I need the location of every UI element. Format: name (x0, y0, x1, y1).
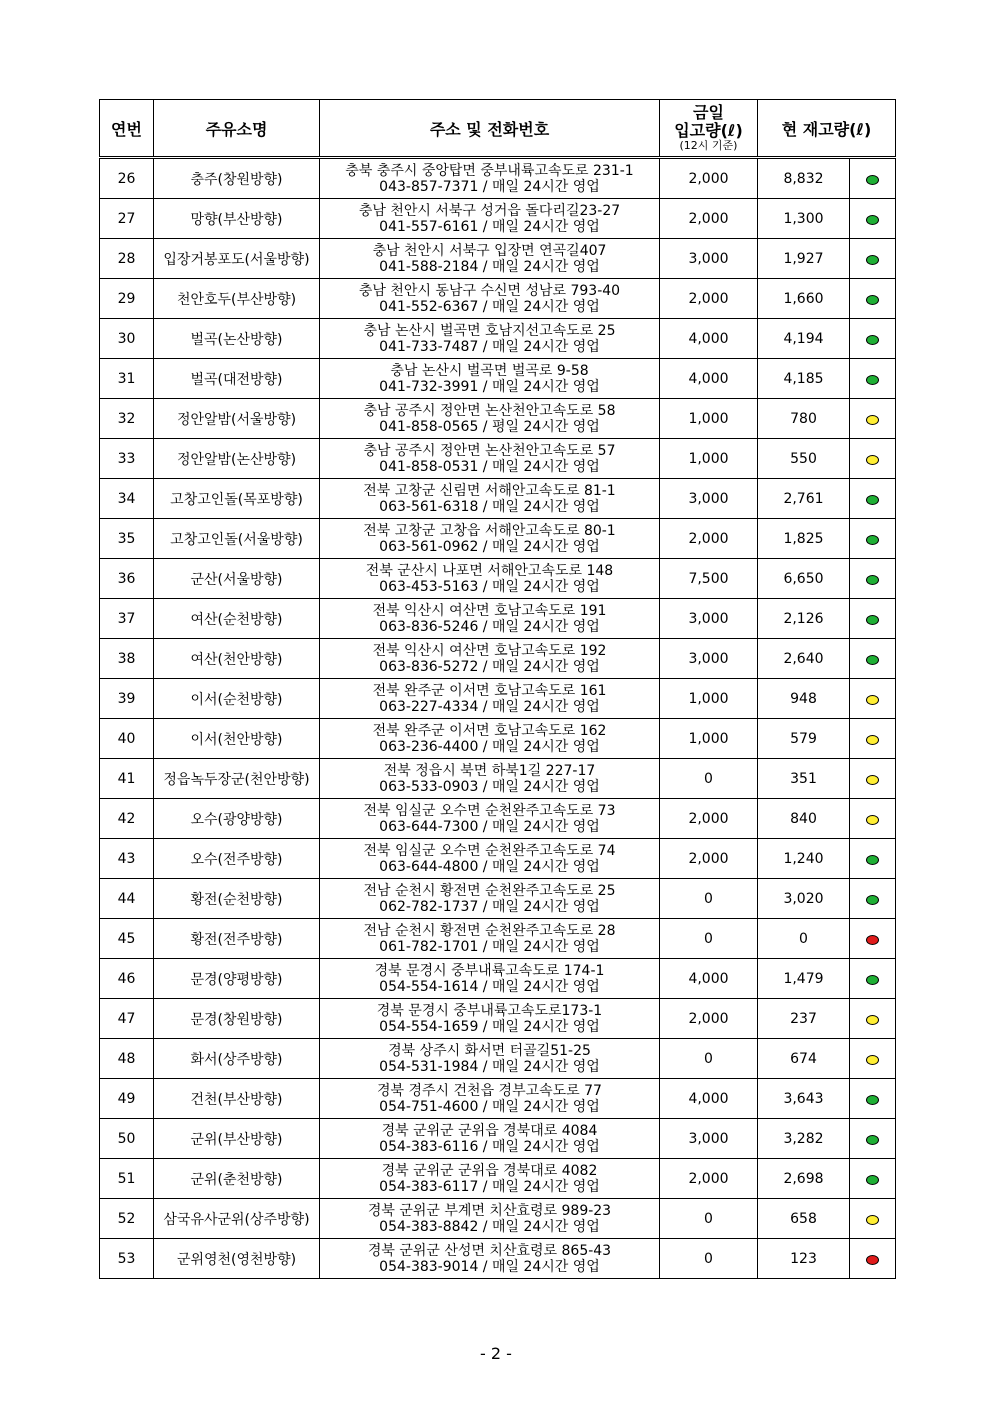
row-number: 51 (100, 1159, 154, 1199)
phone-hours: 054-383-8842 / 매일 24시간 영업 (379, 1218, 600, 1235)
row-number: 43 (100, 839, 154, 879)
address-cell (320, 1159, 660, 1199)
station-name: 문경(창원방향) (154, 999, 320, 1039)
status-dot-icon (866, 1135, 879, 1145)
station-name: 여산(순천방향) (154, 599, 320, 639)
status-dot-icon (866, 735, 879, 745)
address-cell (320, 999, 660, 1039)
stock-amount: 2,698 (758, 1159, 850, 1199)
stock-amount: 351 (758, 759, 850, 799)
row-number: 42 (100, 799, 154, 839)
address: 전북 임실군 오수면 순천완주고속도로 73 (363, 802, 616, 819)
address: 전남 순천시 황전면 순천완주고속도로 28 (363, 922, 616, 939)
address: 경북 군위군 산성면 치산효령로 865-43 (367, 1242, 612, 1259)
status-dot-icon (866, 935, 879, 945)
station-name: 군위(춘천방향) (154, 1159, 320, 1199)
table-row (100, 359, 896, 399)
stock-amount: 948 (758, 679, 850, 719)
status-light-cell (850, 439, 896, 479)
phone-hours: 054-554-1614 / 매일 24시간 영업 (379, 978, 600, 995)
row-number: 53 (100, 1239, 154, 1279)
status-dot-icon (866, 1095, 879, 1105)
row-number: 50 (100, 1119, 154, 1159)
phone-hours: 054-383-6117 / 매일 24시간 영업 (379, 1178, 600, 1195)
table-row (100, 519, 896, 559)
row-number: 38 (100, 639, 154, 679)
address: 경북 문경시 중부내륙고속도로 174-1 (374, 962, 605, 979)
status-dot-icon (866, 1255, 879, 1265)
stock-amount: 780 (758, 399, 850, 439)
address-cell (320, 279, 660, 319)
address-cell (320, 319, 660, 359)
incoming-amount: 3,000 (660, 599, 758, 639)
status-dot-icon (866, 335, 879, 345)
status-dot-icon (866, 495, 879, 505)
stock-amount: 1,825 (758, 519, 850, 559)
address: 충남 천안시 동남구 수신면 성남로 793-40 (358, 282, 621, 299)
address-cell (320, 839, 660, 879)
address-cell (320, 158, 660, 199)
row-number: 28 (100, 239, 154, 279)
stock-amount: 8,832 (758, 158, 850, 199)
station-name: 화서(상주방향) (154, 1039, 320, 1079)
incoming-amount: 2,000 (660, 999, 758, 1039)
incoming-amount: 0 (660, 879, 758, 919)
phone-hours: 063-236-4400 / 매일 24시간 영업 (379, 738, 600, 755)
status-dot-icon (866, 415, 879, 425)
table-row (100, 479, 896, 519)
table-row (100, 599, 896, 639)
phone-hours: 054-383-6116 / 매일 24시간 영업 (379, 1138, 600, 1155)
stock-amount: 674 (758, 1039, 850, 1079)
status-light-cell (850, 1239, 896, 1279)
phone-hours: 041-557-6161 / 매일 24시간 영업 (379, 218, 600, 235)
station-name: 건천(부산방향) (154, 1079, 320, 1119)
incoming-amount: 0 (660, 1039, 758, 1079)
incoming-amount: 3,000 (660, 479, 758, 519)
row-number: 40 (100, 719, 154, 759)
station-name: 이서(천안방향) (154, 719, 320, 759)
row-number: 48 (100, 1039, 154, 1079)
address: 전북 고창군 고창읍 서해안고속도로 80-1 (363, 522, 616, 539)
address-cell (320, 959, 660, 999)
status-dot-icon (866, 575, 879, 585)
phone-hours: 063-561-6318 / 매일 24시간 영업 (379, 498, 600, 515)
phone-hours: 054-554-1659 / 매일 24시간 영업 (379, 1018, 600, 1035)
stock-amount: 6,650 (758, 559, 850, 599)
row-number: 49 (100, 1079, 154, 1119)
address-cell (320, 359, 660, 399)
incoming-amount: 3,000 (660, 639, 758, 679)
address-cell (320, 799, 660, 839)
address-cell (320, 1239, 660, 1279)
status-light-cell (850, 479, 896, 519)
phone-hours: 063-644-7300 / 매일 24시간 영업 (379, 818, 600, 835)
stock-amount: 840 (758, 799, 850, 839)
status-light-cell (850, 639, 896, 679)
station-name: 오수(전주방향) (154, 839, 320, 879)
status-dot-icon (866, 1215, 879, 1225)
address-cell (320, 759, 660, 799)
address: 전북 익산시 여산면 호남고속도로 191 (372, 602, 607, 619)
status-dot-icon (866, 615, 879, 625)
address: 경북 군위군 군위읍 경북대로 4082 (381, 1162, 598, 1179)
incoming-amount: 1,000 (660, 439, 758, 479)
status-dot-icon (866, 975, 879, 985)
phone-hours: 063-227-4334 / 매일 24시간 영업 (379, 698, 600, 715)
station-name: 여산(천안방향) (154, 639, 320, 679)
stock-amount: 4,194 (758, 319, 850, 359)
table-row (100, 158, 896, 199)
status-dot-icon (866, 535, 879, 545)
status-light-cell (850, 279, 896, 319)
status-light-cell (850, 559, 896, 599)
address: 전북 익산시 여산면 호남고속도로 192 (372, 642, 607, 659)
address: 전북 고창군 신림면 서해안고속도로 81-1 (363, 482, 616, 499)
incoming-amount: 2,000 (660, 279, 758, 319)
phone-hours: 063-836-5272 / 매일 24시간 영업 (379, 658, 600, 675)
row-number: 35 (100, 519, 154, 559)
status-dot-icon (866, 1175, 879, 1185)
phone-hours: 063-561-0962 / 매일 24시간 영업 (379, 538, 600, 555)
station-name: 고창고인돌(서울방향) (154, 519, 320, 559)
address: 경북 경주시 건천읍 경부고속도로 77 (377, 1082, 602, 1099)
station-name: 군산(서울방향) (154, 559, 320, 599)
header-incoming (660, 100, 758, 158)
stock-amount: 3,020 (758, 879, 850, 919)
table-row (100, 999, 896, 1039)
stock-amount: 3,643 (758, 1079, 850, 1119)
incoming-amount: 2,000 (660, 519, 758, 559)
status-dot-icon (866, 815, 879, 825)
table-row (100, 1079, 896, 1119)
status-light-cell (850, 1159, 896, 1199)
address-cell (320, 1199, 660, 1239)
status-dot-icon (866, 895, 879, 905)
table-header (100, 100, 896, 158)
row-number: 37 (100, 599, 154, 639)
table-row (100, 559, 896, 599)
table-row (100, 399, 896, 439)
status-dot-icon (866, 455, 879, 465)
stock-amount: 2,126 (758, 599, 850, 639)
status-light-cell (850, 879, 896, 919)
status-light-cell (850, 359, 896, 399)
station-name: 군위영천(영천방향) (154, 1239, 320, 1279)
address-cell (320, 879, 660, 919)
address-cell (320, 719, 660, 759)
status-light-cell (850, 999, 896, 1039)
row-number: 27 (100, 199, 154, 239)
status-light-cell (850, 919, 896, 959)
address-cell (320, 519, 660, 559)
table-row (100, 279, 896, 319)
table-row (100, 959, 896, 999)
stock-amount: 1,479 (758, 959, 850, 999)
row-number: 32 (100, 399, 154, 439)
incoming-amount: 0 (660, 759, 758, 799)
address-cell (320, 559, 660, 599)
phone-hours: 043-857-7371 / 매일 24시간 영업 (379, 178, 600, 195)
status-light-cell (850, 239, 896, 279)
row-number: 39 (100, 679, 154, 719)
incoming-amount: 2,000 (660, 158, 758, 199)
phone-hours: 054-383-9014 / 매일 24시간 영업 (379, 1258, 600, 1275)
status-light-cell (850, 599, 896, 639)
station-name: 문경(양평방향) (154, 959, 320, 999)
row-number: 52 (100, 1199, 154, 1239)
station-name: 황전(전주방향) (154, 919, 320, 959)
table-row (100, 439, 896, 479)
status-light-cell (850, 799, 896, 839)
stock-amount: 0 (758, 919, 850, 959)
address-cell (320, 639, 660, 679)
station-name: 정안알밤(서울방향) (154, 399, 320, 439)
station-name: 충주(창원방향) (154, 158, 320, 199)
row-number: 44 (100, 879, 154, 919)
address: 충남 논산시 벌곡면 벌곡로 9-58 (390, 362, 589, 379)
incoming-amount: 0 (660, 919, 758, 959)
incoming-amount: 0 (660, 1239, 758, 1279)
table-row (100, 759, 896, 799)
table-row (100, 839, 896, 879)
table-body (100, 158, 896, 1279)
status-light-cell (850, 1039, 896, 1079)
status-dot-icon (866, 1055, 879, 1065)
phone-hours: 041-858-0531 / 매일 24시간 영업 (379, 458, 600, 475)
header-incoming-sub: (12시 기준) (679, 139, 738, 152)
row-number: 46 (100, 959, 154, 999)
status-light-cell (850, 679, 896, 719)
station-name: 오수(광양방향) (154, 799, 320, 839)
address: 충남 공주시 정안면 논산천안고속도로 58 (363, 402, 616, 419)
address-cell (320, 1039, 660, 1079)
incoming-amount: 1,000 (660, 399, 758, 439)
address: 충북 충주시 중앙탑면 중부내륙고속도로 231-1 (345, 162, 634, 179)
stock-amount: 1,240 (758, 839, 850, 879)
status-light-cell (850, 959, 896, 999)
address: 충남 천안시 서북구 입장면 연곡길407 (372, 242, 607, 259)
incoming-amount: 3,000 (660, 239, 758, 279)
table-row (100, 239, 896, 279)
address: 경북 문경시 중부내륙고속도로173-1 (376, 1002, 603, 1019)
page-number: - 2 - (480, 1344, 512, 1363)
incoming-amount: 4,000 (660, 1079, 758, 1119)
stock-amount: 1,660 (758, 279, 850, 319)
status-dot-icon (866, 1015, 879, 1025)
row-number: 26 (100, 158, 154, 199)
station-name: 고창고인돌(목포방향) (154, 479, 320, 519)
row-number: 47 (100, 999, 154, 1039)
station-name: 이서(순천방향) (154, 679, 320, 719)
row-number: 45 (100, 919, 154, 959)
address: 전북 완주군 이서면 호남고속도로 161 (372, 682, 607, 699)
row-number: 36 (100, 559, 154, 599)
table-row (100, 879, 896, 919)
stock-amount: 123 (758, 1239, 850, 1279)
stock-amount: 1,300 (758, 199, 850, 239)
stock-amount: 550 (758, 439, 850, 479)
status-dot-icon (866, 215, 879, 225)
incoming-amount: 0 (660, 1199, 758, 1239)
status-light-cell (850, 1119, 896, 1159)
station-name: 천안호두(부산방향) (154, 279, 320, 319)
phone-hours: 062-782-1737 / 매일 24시간 영업 (379, 898, 600, 915)
header-stock: 현 재고량(ℓ) (758, 100, 896, 158)
address: 충남 공주시 정안면 논산천안고속도로 57 (363, 442, 616, 459)
address: 경북 군위군 부계면 치산효령로 989-23 (367, 1202, 612, 1219)
address-cell (320, 919, 660, 959)
station-name: 삼국유사군위(상주방향) (154, 1199, 320, 1239)
stock-amount: 3,282 (758, 1119, 850, 1159)
incoming-amount: 1,000 (660, 719, 758, 759)
incoming-amount: 4,000 (660, 959, 758, 999)
status-dot-icon (866, 655, 879, 665)
address-cell (320, 679, 660, 719)
address-cell (320, 599, 660, 639)
status-light-cell (850, 759, 896, 799)
phone-hours: 041-733-7487 / 매일 24시간 영업 (379, 338, 600, 355)
incoming-amount: 7,500 (660, 559, 758, 599)
incoming-amount: 2,000 (660, 199, 758, 239)
station-name: 군위(부산방향) (154, 1119, 320, 1159)
table-row (100, 1159, 896, 1199)
status-light-cell (850, 199, 896, 239)
status-dot-icon (866, 855, 879, 865)
phone-hours: 063-453-5163 / 매일 24시간 영업 (379, 578, 600, 595)
row-number: 41 (100, 759, 154, 799)
stock-amount: 4,185 (758, 359, 850, 399)
stock-amount: 1,927 (758, 239, 850, 279)
status-dot-icon (866, 695, 879, 705)
table-row (100, 319, 896, 359)
stock-amount: 658 (758, 1199, 850, 1239)
status-light-cell (850, 158, 896, 199)
table-row (100, 1199, 896, 1239)
status-dot-icon (866, 375, 879, 385)
row-number: 34 (100, 479, 154, 519)
row-number: 31 (100, 359, 154, 399)
row-number: 33 (100, 439, 154, 479)
status-dot-icon (866, 255, 879, 265)
station-name: 망향(부산방향) (154, 199, 320, 239)
header-incoming-line2: 입고량(ℓ) (674, 121, 743, 140)
address-cell (320, 439, 660, 479)
address-cell (320, 239, 660, 279)
phone-hours: 054-531-1984 / 매일 24시간 영업 (379, 1058, 600, 1075)
incoming-amount: 2,000 (660, 1159, 758, 1199)
address: 전북 정읍시 북면 하북1길 227-17 (383, 762, 596, 779)
phone-hours: 063-644-4800 / 매일 24시간 영업 (379, 858, 600, 875)
table-row (100, 719, 896, 759)
header-name: 주유소명 (154, 100, 320, 158)
table-row (100, 199, 896, 239)
station-name: 벌곡(대전방향) (154, 359, 320, 399)
phone-hours: 063-836-5246 / 매일 24시간 영업 (379, 618, 600, 635)
gas-station-table (99, 99, 896, 1279)
table-row (100, 679, 896, 719)
status-light-cell (850, 1199, 896, 1239)
status-dot-icon (866, 175, 879, 185)
phone-hours: 041-858-0565 / 평일 24시간 영업 (379, 418, 600, 435)
status-light-cell (850, 719, 896, 759)
incoming-amount: 2,000 (660, 839, 758, 879)
address-cell (320, 1119, 660, 1159)
address: 전북 완주군 이서면 호남고속도로 162 (372, 722, 607, 739)
incoming-amount: 2,000 (660, 799, 758, 839)
address: 전남 순천시 황전면 순천완주고속도로 25 (363, 882, 616, 899)
status-light-cell (850, 1079, 896, 1119)
address-cell (320, 1079, 660, 1119)
phone-hours: 061-782-1701 / 매일 24시간 영업 (379, 938, 600, 955)
station-name: 정안알밤(논산방향) (154, 439, 320, 479)
row-number: 30 (100, 319, 154, 359)
phone-hours: 054-751-4600 / 매일 24시간 영업 (379, 1098, 600, 1115)
row-number: 29 (100, 279, 154, 319)
address: 전북 군산시 나포면 서해안고속도로 148 (365, 562, 614, 579)
address-cell (320, 479, 660, 519)
status-dot-icon (866, 295, 879, 305)
address-cell (320, 399, 660, 439)
incoming-amount: 4,000 (660, 319, 758, 359)
header-no: 연번 (100, 100, 154, 158)
phone-hours: 041-732-3991 / 매일 24시간 영업 (379, 378, 600, 395)
status-light-cell (850, 839, 896, 879)
status-light-cell (850, 319, 896, 359)
stock-amount: 2,761 (758, 479, 850, 519)
station-name: 정읍녹두장군(천안방향) (154, 759, 320, 799)
header-incoming-line1: 금일 (693, 103, 724, 122)
header-address: 주소 및 전화번호 (320, 100, 660, 158)
station-name: 벌곡(논산방향) (154, 319, 320, 359)
table-row (100, 1239, 896, 1279)
address-cell (320, 199, 660, 239)
station-name: 황전(순천방향) (154, 879, 320, 919)
stock-amount: 2,640 (758, 639, 850, 679)
status-dot-icon (866, 775, 879, 785)
address: 경북 상주시 화서면 터골길51-25 (388, 1042, 591, 1059)
table-row (100, 1119, 896, 1159)
table-row (100, 799, 896, 839)
address: 충남 논산시 벌곡면 호남지선고속도로 25 (363, 322, 616, 339)
phone-hours: 041-588-2184 / 매일 24시간 영업 (379, 258, 600, 275)
incoming-amount: 4,000 (660, 359, 758, 399)
table-row (100, 1039, 896, 1079)
table-row (100, 639, 896, 679)
status-light-cell (850, 399, 896, 439)
incoming-amount: 3,000 (660, 1119, 758, 1159)
table-row (100, 919, 896, 959)
stock-amount: 579 (758, 719, 850, 759)
address: 경북 군위군 군위읍 경북대로 4084 (381, 1122, 598, 1139)
incoming-amount: 1,000 (660, 679, 758, 719)
phone-hours: 041-552-6367 / 매일 24시간 영업 (379, 298, 600, 315)
stock-amount: 237 (758, 999, 850, 1039)
phone-hours: 063-533-0903 / 매일 24시간 영업 (379, 778, 600, 795)
address: 충남 천안시 서북구 성거읍 돌다리길23-27 (358, 202, 621, 219)
status-light-cell (850, 519, 896, 559)
address: 전북 임실군 오수면 순천완주고속도로 74 (363, 842, 616, 859)
station-name: 입장거봉포도(서울방향) (154, 239, 320, 279)
